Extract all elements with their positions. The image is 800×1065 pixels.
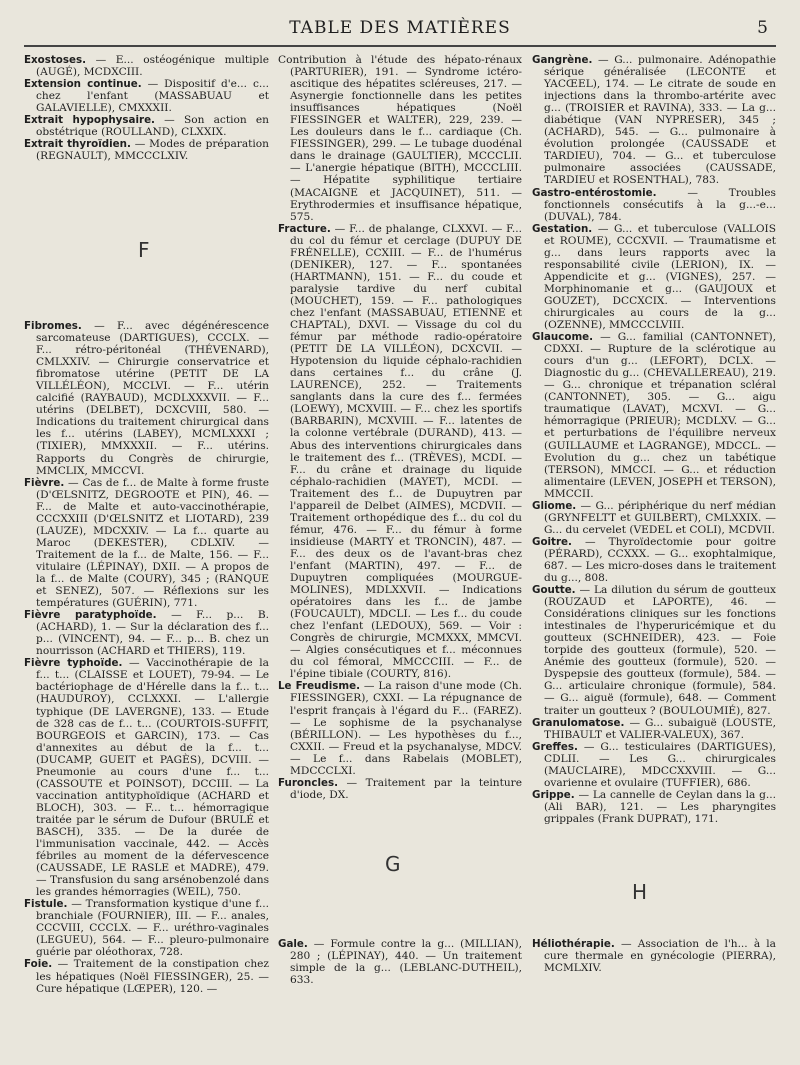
- entry-text: — La raison d'une mode (Ch. FIESSINGER), CXXI. — La répugnance de l'esprit français à l'égard du F... (FAREZ). — Le sophisme de la psychanalyse (BÉRILLON). — Les hypothèses du f..., CXXII. — Freud et la psychanalyse, MDCV. — Le f... dans Rabelais (MOBLET), MDCCCLXI.: [290, 680, 522, 777]
- index-entry: [24, 898, 269, 958]
- column-3-h: [532, 938, 776, 974]
- entry-term: Extrait thyroïdien.: [24, 138, 131, 151]
- page-header: [0, 18, 800, 48]
- entry-term: Fistule.: [24, 898, 68, 911]
- entry-term: Foie.: [24, 958, 53, 971]
- column-2-g: [278, 938, 522, 986]
- entry-term: Fièvre paratyphoïde.: [24, 609, 157, 622]
- entry-term: Gliome.: [532, 499, 577, 512]
- index-entry: [532, 741, 776, 789]
- entry-text: — F... p... B. (ACHARD), 1. — Sur la déclaration des f... p... (VINCENT), 94. — F... p... B. chez un nourrisson (ACHARD et THIERS), 119.: [36, 609, 269, 658]
- index-entry: [532, 717, 776, 741]
- entry-term: Le Freudisme.: [278, 680, 361, 693]
- index-entry: [24, 138, 269, 162]
- index-entry: [24, 958, 269, 994]
- entry-term: Goitre.: [532, 535, 572, 548]
- index-entry: [532, 536, 776, 584]
- index-entry: [24, 320, 269, 477]
- entry-term: Goutte.: [532, 584, 576, 597]
- entry-term: Extrait hypophysaire.: [24, 114, 155, 127]
- entry-text: — Vaccinothérapie de la f... t... (CLAISSE et LOUET), 79-94. — Le bactériophage de d'Hérelle dans la f... t... (HAUDUROY), CCLXXXI. — L'allergie typhique (DE LAVERGNE), 133. — Etude de 328 cas de f... t... (COURTOIS-SUFFIT, BOURGEOIS et GARCIN), 173. — Cas d'annexites au début de la f... t... (DUCAMP, GUEIT et PAGÈS), DCVIII. — Pneumonie au cours d'une f... t... (CASSOUTE et POINSOT), DCCIII. — La vaccination antityphoïdique (ACHARD et BLOCH), 303. — F... t... hémorragique traitée par le sérum de Dufour (BRULÉ et BASCH), 335. — De la durée de l'immunisation vaccinale, 442. — Accès fébriles au moment de la défervescence (CAUSSADE, LE RASLE et MADRE), 479. — Transfusion du sang arsénobenzolé dans les grandes hémorragies (WEIL), 750.: [36, 657, 270, 899]
- entry-text: — Association de l'h... à la cure thermale en gynécologie (PIERRA), MCMLXIV.: [544, 938, 776, 975]
- entry-term: Granulomatose.: [532, 716, 625, 729]
- index-entry: [278, 223, 522, 681]
- header-rule: [24, 45, 776, 47]
- entry-term: Exostoses.: [24, 54, 87, 66]
- index-entry: [278, 777, 522, 801]
- entry-text: — G... familial (CANTONNET), CDXXI. — Rupture de la sclérotique au cours d'un g... (LEFORT), DCLX. — Diagnostic du g... (CHEVALLEREAU), 219. — G... chronique et trépanation scléral (CANTONNET), 305. — G... aigu traumatique (LAVAT), MCXVI. — G... hémorragique (PRIEUR); MCDLXV. — G... et perturbations de l'équilibre nerveux (GUILLAUME et LAGRANGE), MDCCL. — Evolution du g... chez un tabétique (TERSON), MMCCI. — G... et réduction alimentaire (LEVEN, JOSEPH et TERSON), MMCCII.: [544, 331, 776, 500]
- entry-text: — Troubles fonctionnels consécutifs à la g...-e... (DUVAL), 784.: [544, 186, 776, 223]
- entry-term: Gale.: [278, 938, 308, 950]
- index-entry: [532, 187, 776, 223]
- entry-text: — F... de phalange, CLXXVI. — F... du col du fémur et cerclage (DUPUY DE FRÉNELLE), CCXIII. — F... de l'humérus (DENIKER), 127. — F... spontanées (HARTMANN), 151. — F... du coude et paralysie tardive du nerf cubital (MOUCHET), 159. — F... pathologiques chez l'enfant (MASSABUAU, ETIENNE et CHAPTAL), DXVI. — Vissage du col du fémur par méthode radio-opératoire (PETIT DE LA VILLÉON), DCXCVII. — Hypotension du liquide céphalo-rachidien dans certaines f... du crâne (J. LAURENCE), 252. — Traitements sanglants dans la cure des f... fermées (LOEWY), MCXVIII. — F... chez les sportifs (BARBARIN), MCXVIII. — F... latentes de la colonne vertébrale (DURAND), 413. — Abus des interventions chirurgicales dans le traitement des f... (TRÈVES), MCDI. — F... du crâne et drainage du liquide céphalo-rachidien (MAYET), MCDI. — Traitement des f... de Dupuytren par l'appareil de Delbet (AIMES), MCDVII. — Traitement orthopédique des f... du col du fémur, 476. — F... du fémur à forme insidieuse (MARTY et TRONCIN), 487. — F... des deux os de l'avant-bras chez l'enfant (MARTIN), 497. — F... de Dupuytren compliquées (MOURGUE-MOLINES), MDLXXVII. — Indications opératoires dans les f... de jambe (FOUCAULT), MDCLI. — Les f... du coude chez l'enfant (LEDOUX), 569. — Voir : Congrès de chirurgie, MCMXXX, MMCVI. — Algies consécutiques et f... méconnues du col fémoral, MMCCCIII. — F... de l'épine tibiale (COURTY, 816).: [290, 222, 522, 681]
- entry-text: — Formule contre la g... (MILLIAN), 280 ; (LÉPINAY), 440. — Un traitement simple de la g... (LEBLANC-DUTHEIL), 633.: [290, 938, 522, 987]
- entry-term: Greffes.: [532, 740, 578, 753]
- entry-term: Gangrène.: [532, 54, 593, 66]
- entry-text: — G... et tuberculose (VALLOIS et ROUME), CCCXVII. — Traumatisme et g... dans leurs rapports avec la responsabilité civile (LERION), IX. — Appendicite et g... (VIGNES), 257. — Morphinomanie et g... (GAUJOUX et GOUZET), DCCXCIX. — Interventions chirurgicales au cours de la g... (OZENNE), MMCCCLVIII.: [544, 222, 776, 332]
- entry-text: — F... avec dégénérescence sarcomateuse (DARTIGUES), CCCLX. — F... rétro-péritonéal (THÉVENARD), CMLXXIV. — Chirurgie conservatrice et fibromatose utérine (PETIT DE LA VILLÉLÉON), MCCLVI. — F... utérin calcifié (RAYBAUD), MCDLXXXVII. — F... utérins (DELBET), DCXCVIII, 580. — Indications du traitement chirurgical dans les f... utérins (LABEY), MCMLXXXI ; (TIXIER), MMXXXII. — F... utérins. Rapports du Congrès de chirurgie, MMCLIX, MMCCVI.: [36, 320, 269, 477]
- entry-text: — Dispositif d'e... c... chez l'enfant (MASSABUAU et GALAVIELLE), CMXXXII.: [36, 78, 269, 115]
- entry-text: — La cannelle de Ceylan dans la g... (Ali BAR), 121. — Les pharyngites grippales (Frank DUPRAT), 171.: [544, 788, 776, 825]
- page-number: 5: [757, 18, 768, 38]
- index-entry: [24, 657, 269, 898]
- entry-text: — Transformation kystique d'une f... branchiale (FOURNIER), III. — F... anales, CCCVIII, CCCLX. — F... uréthro-vaginales (LEGUEU), 564. — F... pleuro-pulmonaire guérie par oléothorax, 728.: [36, 898, 269, 959]
- entry-term: Fibromes.: [24, 320, 82, 332]
- entry-term: Glaucome.: [532, 331, 594, 344]
- index-entry: [532, 584, 776, 717]
- index-entry: [24, 54, 269, 78]
- section-letter-h: H: [632, 880, 648, 904]
- entry-term: Gastro-entérostomie.: [532, 186, 657, 199]
- column-1-f: [24, 320, 269, 995]
- entry-text: — Cas de f... de Malte à forme fruste (D'ŒLSNITZ, DEGROOTE et PIN), 46. — F... de Malte et auto-vaccinothérapie, CCCXXIII (D'ŒLSNITZ et LIOTARD), 239 (LAUZE), MDCXXIV. — La f... quarte au Maroc (DEKESTER), CDLXIV. — Traitement de la f... de Malte, 156. — F... vitulaire (LÉPINAY), DXII. — A propos de la f... de Malte (COURY), 345 ; (RANQUE et SENEZ), 507. — Réflexions sur les températures (GUÉRIN), 771.: [36, 476, 269, 610]
- entry-text: — G... subaiguë (LOUSTE, THIBAULT et VALIER-VALEUX), 367.: [544, 716, 776, 741]
- column-3: [532, 54, 776, 825]
- index-entry: [532, 789, 776, 825]
- index-entry: [278, 680, 522, 776]
- entry-term: Fracture.: [278, 222, 331, 235]
- page-title: TABLE DES MATIÈRES: [289, 18, 511, 38]
- index-entry: [532, 223, 776, 331]
- index-entry: [24, 609, 269, 657]
- index-entry: [532, 500, 776, 536]
- index-entry: [24, 477, 269, 610]
- index-entry: [278, 938, 522, 986]
- entry-text: — Traitement de la constipation chez les hépatiques (Noël FIESSINGER), 25. — Cure hépatique (LŒPER), 120. —: [36, 958, 269, 995]
- entry-text: — Thyroïdectomie pour goitre (PÉRARD), CCXXX. — G... exophtalmique, 687. — Les micro-doses dans le traitement du g..., 808.: [544, 535, 776, 585]
- entry-term: Gestation.: [532, 222, 593, 235]
- entry-text: — G... testiculaires (DARTIGUES), CDLII. — Les G... chirurgicales (MAUCLAIRE), MDCCXXVIII. — G... ovarienne et ovulaire (TUFFIER), 686.: [544, 740, 776, 789]
- entry-term: Extension continue.: [24, 78, 142, 91]
- entry-text: — G... pulmonaire. Adénopathie sérique généralisée (LECONTE et YACŒEL), 174. — Le citrate de soude en injections dans la thrombo-artérite avec g... (TROISIER et RAVINA), 333. — La g... diabétique (VAN NYPRESER), 345 ; (ACHARD), 545. — G... pulmonaire à évolution prolongée (CAUSSADE et TARDIEU), 704. — G... et tuberculose pulmonaire associées (CAUSSADE, TARDIEU et ROSENTHAL), 783.: [544, 54, 776, 187]
- index-entry: [532, 331, 776, 500]
- entry-term: Fièvre typhoïde.: [24, 657, 123, 670]
- index-entry: [24, 114, 269, 138]
- entry-text: — G... périphérique du nerf médian (GRYNFELTT et GUILBERT), CMLXXIX. — G... du cervelet (VEDEL et COLI), MCDVII.: [544, 499, 776, 536]
- entry-term: Grippe.: [532, 788, 575, 801]
- index-entry: [532, 938, 776, 974]
- entry-text: — Son action en obstétrique (ROULLAND), CLXXIX.: [36, 114, 269, 139]
- entry-text: — Traitement par la teinture d'iode, DX.: [290, 776, 522, 801]
- entry-term: Fièvre.: [24, 476, 65, 489]
- entry-text: — E... ostéogénique multiple (AUGÉ), MCDXCIII.: [36, 54, 269, 79]
- index-entry: [278, 54, 522, 223]
- entry-term: Héliothérapie.: [532, 938, 615, 950]
- index-entry: [532, 54, 776, 187]
- section-letter-g: G: [385, 852, 401, 876]
- entry-text: — Modes de préparation (REGNAULT), MMCCCLXIV.: [36, 138, 270, 163]
- entry-text: Contribution à l'étude des hépato-rénaux (PARTURIER), 191. — Syndrome ictéro-ascitique des hépatites scléreuses, 217. — Asynergie fonctionnelle dans les petites insuffisances hépatiques (Noël FIESSINGER et WALTER), 229, 239. — Les douleurs dans le f... cardiaque (Ch. FIESSINGER), 299. — Le tubage duodénal dans le drainage (GAULTIER), MCCCLII. — L'anergie hépatique (BITH), MCCCLIII. — Hépatite syphilitique tertiaire (MACAIGNE et JACQUINET), 511. — Erythrodermies et insuffisance hépatique, 575.: [278, 54, 522, 223]
- entry-term: Furoncles.: [278, 776, 338, 789]
- section-letter-f: F: [138, 238, 150, 262]
- column-2: [278, 54, 522, 801]
- entry-text: — La dilution du sérum de goutteux (ROUZAUD et LAPORTE), 46. — Considérations cliniques sur les fonctions intestinales de l'hyperuricémique et du goutteux (SCHNEIDER), 423. — Foie torpide des goutteux (formule), 520. — Anémie des goutteux (formule), 520. — Dyspepsie des goutteux (formule), 584. — G... articulaire chronique (formule), 584. — G... aiguë (formule), 648. — Comment traiter un goutteux ? (BOULOUMIÉ), 827.: [544, 584, 776, 717]
- column-1: [24, 54, 269, 162]
- index-entry: [24, 78, 269, 114]
